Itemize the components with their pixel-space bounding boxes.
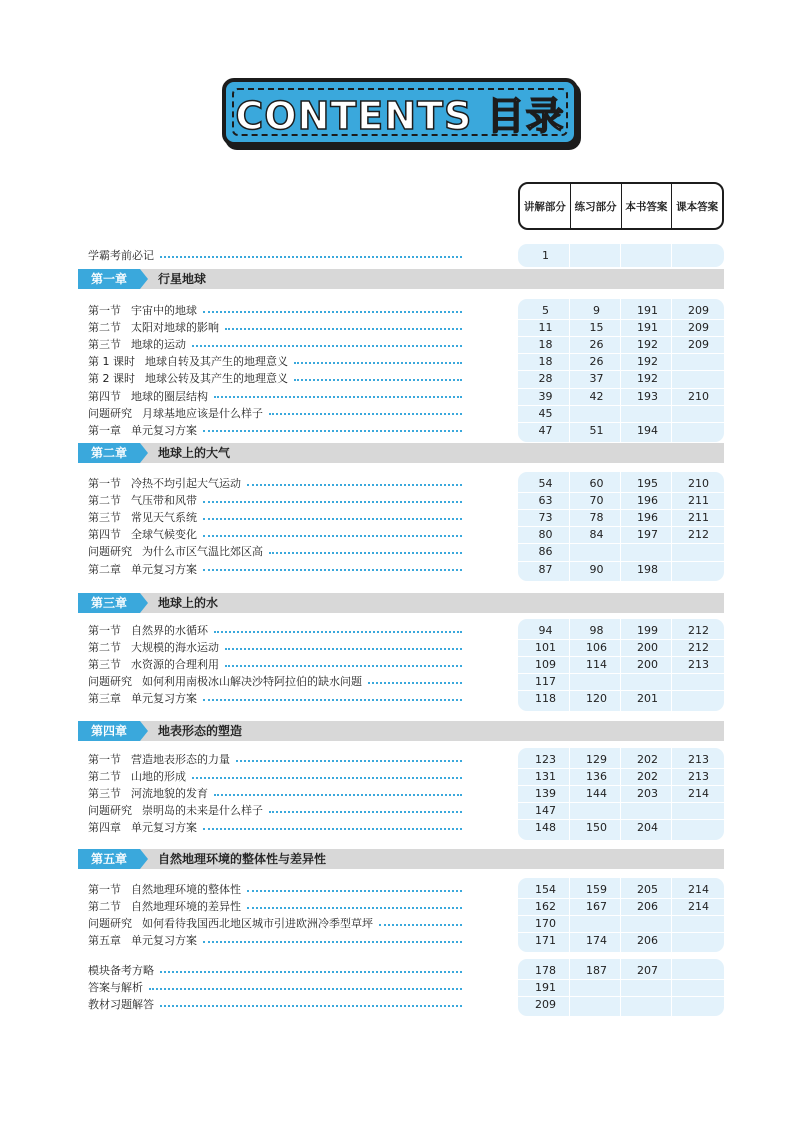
entry-section: 问题研究: [88, 675, 132, 689]
page-number[interactable]: 147: [535, 804, 556, 818]
toc-entry[interactable]: [88, 915, 462, 932]
column-header-box: [518, 182, 724, 230]
page-number[interactable]: 63: [538, 494, 553, 508]
entry-section: 问题研究: [88, 917, 132, 931]
page-number[interactable]: 114: [586, 658, 607, 672]
toc-entry[interactable]: [88, 768, 462, 785]
entry-section: 第五章: [88, 934, 121, 948]
entry-title: 常见天气系统: [131, 511, 197, 525]
leader-dots: [203, 501, 462, 503]
entry-title: 太阳对地球的影响: [131, 321, 219, 335]
toc-entry[interactable]: [88, 802, 462, 819]
toc-entry[interactable]: [88, 526, 462, 543]
page-number[interactable]: 178: [535, 964, 556, 977]
page-number[interactable]: 28: [538, 372, 553, 386]
entry-section: 第一节: [88, 753, 121, 766]
toc-entry[interactable]: [88, 405, 462, 422]
column-header-lecture: 讲解部分: [520, 184, 571, 228]
entry-title: 月球基地应该是什么样子: [142, 406, 263, 420]
page-number[interactable]: [622, 915, 673, 932]
entry-title: 冷热不均引起大气运动: [131, 477, 241, 490]
entry-section: 第一节: [88, 883, 121, 896]
entry-title: 如何利用南极冰山解决沙特阿拉伯的缺水问题: [142, 675, 362, 689]
page-number[interactable]: [673, 422, 724, 439]
leader-dots: [269, 413, 462, 415]
page-number[interactable]: 120: [586, 692, 607, 706]
page-number[interactable]: 11: [538, 321, 553, 335]
page-number[interactable]: 211: [688, 511, 709, 525]
page-number[interactable]: 192: [637, 338, 658, 352]
page-number[interactable]: 192: [637, 355, 658, 369]
page-number[interactable]: 212: [688, 624, 709, 637]
page-number[interactable]: 26: [589, 338, 604, 352]
leader-dots: [203, 430, 462, 432]
toc-entry[interactable]: [88, 881, 462, 898]
page-number[interactable]: 84: [589, 528, 604, 542]
page-number[interactable]: [571, 996, 622, 1013]
page-number[interactable]: [673, 370, 724, 387]
toc-entry[interactable]: [88, 979, 462, 996]
entry-title: 山地的形成: [131, 770, 186, 784]
page-number[interactable]: 37: [589, 372, 604, 386]
page-number[interactable]: 209: [535, 998, 556, 1012]
leader-dots: [160, 1005, 462, 1007]
page-number[interactable]: [673, 405, 724, 422]
page-number[interactable]: 214: [688, 900, 709, 914]
page-number[interactable]: 210: [688, 477, 709, 490]
page-number[interactable]: 202: [637, 753, 658, 766]
page-number[interactable]: [673, 802, 724, 819]
leader-dots: [269, 811, 462, 813]
column-header-practice: 练习部分: [571, 184, 622, 228]
page-number[interactable]: 123: [535, 753, 556, 766]
contents-banner: [222, 78, 578, 146]
leader-dots: [236, 760, 462, 762]
entry-section: 第四章: [88, 821, 121, 835]
leader-dots: [247, 890, 462, 892]
page-number[interactable]: [622, 543, 673, 560]
page-number[interactable]: 129: [586, 753, 607, 766]
page-number[interactable]: [673, 962, 724, 979]
page-number[interactable]: 39: [538, 389, 553, 403]
page-number[interactable]: [622, 996, 673, 1013]
page-number[interactable]: [673, 996, 724, 1013]
page-number[interactable]: 78: [589, 511, 604, 525]
entry-title: 为什么市区气温比郊区高: [142, 545, 263, 559]
page-number[interactable]: 60: [589, 477, 604, 490]
page-number[interactable]: 90: [589, 562, 604, 576]
page-number[interactable]: [571, 673, 622, 690]
toc-entry[interactable]: [88, 639, 462, 656]
page-number[interactable]: 192: [637, 372, 658, 386]
page-number[interactable]: 196: [637, 511, 658, 525]
page-number[interactable]: [673, 353, 724, 370]
entry-section: 第二节: [88, 321, 121, 335]
toc-entry[interactable]: [88, 388, 462, 405]
chapter-tag: 第五章: [78, 849, 140, 869]
toc-entry[interactable]: [88, 492, 462, 509]
toc-entry[interactable]: [88, 819, 462, 836]
toc-entry[interactable]: [88, 932, 462, 949]
entry-title: 地球的运动: [131, 338, 186, 352]
page-number[interactable]: 211: [688, 494, 709, 508]
page-number[interactable]: [571, 405, 622, 422]
toc-entry[interactable]: [88, 247, 462, 264]
entry-section: 问题研究: [88, 804, 132, 818]
page-number[interactable]: [571, 802, 622, 819]
leader-dots: [203, 699, 462, 701]
chapter-title: 行星地球: [158, 272, 207, 286]
toc-entry[interactable]: [88, 336, 462, 353]
page-number[interactable]: [571, 979, 622, 996]
leader-dots: [160, 971, 462, 973]
chapter-tag: 第二章: [78, 443, 140, 463]
page-title: CONTENTS 目录: [235, 93, 565, 138]
toc-entry[interactable]: [88, 509, 462, 526]
page-number[interactable]: 117: [535, 675, 556, 689]
entry-title: 营造地表形态的力量: [131, 753, 230, 766]
toc-entry[interactable]: [88, 561, 462, 578]
chapter-title: 地球上的水: [158, 596, 219, 610]
entry-section: 第一节: [88, 624, 121, 637]
page-number[interactable]: 191: [535, 981, 556, 995]
page-number[interactable]: 209: [688, 304, 709, 317]
page-number[interactable]: 9: [593, 304, 600, 317]
entry-section: 学霸考前必记: [88, 249, 154, 262]
page-number[interactable]: [673, 543, 724, 560]
page-number[interactable]: 195: [637, 477, 658, 490]
page-number[interactable]: 154: [535, 883, 556, 896]
page-number[interactable]: 205: [637, 883, 658, 896]
page-number[interactable]: [673, 979, 724, 996]
page-number[interactable]: 73: [538, 511, 553, 525]
chapter-title: 地表形态的塑造: [158, 724, 243, 738]
chapter-title: 自然地理环境的整体性与差异性: [158, 852, 327, 866]
page-number[interactable]: 174: [586, 934, 607, 948]
toc-entry[interactable]: [88, 673, 462, 690]
page-number[interactable]: 214: [688, 787, 709, 801]
leader-dots: [379, 924, 462, 926]
page-number[interactable]: 206: [637, 934, 658, 948]
page-number[interactable]: [673, 915, 724, 932]
page-number[interactable]: 191: [637, 321, 658, 335]
page-number[interactable]: 26: [589, 355, 604, 369]
entry-section: 第 1 课时: [88, 355, 135, 369]
page-number[interactable]: [571, 247, 622, 264]
leader-dots: [368, 682, 462, 684]
page-number[interactable]: 191: [637, 304, 658, 317]
page-number[interactable]: 42: [589, 389, 604, 403]
page-number[interactable]: [673, 690, 724, 707]
page-number[interactable]: 144: [586, 787, 607, 801]
toc-entry[interactable]: [88, 543, 462, 560]
page-number[interactable]: [622, 802, 673, 819]
page-number[interactable]: 209: [688, 338, 709, 352]
page-number[interactable]: 47: [538, 423, 553, 437]
leader-dots: [203, 569, 462, 571]
entry-title: 全球气候变化: [131, 528, 197, 542]
page-number[interactable]: 213: [688, 770, 709, 784]
leader-dots: [269, 552, 462, 554]
entry-section: 模块备考方略: [88, 964, 154, 977]
page-number[interactable]: 131: [535, 770, 556, 784]
column-header-textbook-answers: 课本答案: [676, 200, 719, 213]
page-number[interactable]: 197: [637, 528, 658, 542]
entry-title: 自然地理环境的差异性: [131, 900, 241, 914]
toc-entry[interactable]: [88, 690, 462, 707]
toc-entry[interactable]: [88, 751, 462, 768]
entry-title: 河流地貌的发育: [131, 787, 208, 801]
leader-dots: [192, 345, 462, 347]
entry-title: 崇明岛的未来是什么样子: [142, 804, 263, 818]
entry-title: 单元复习方案: [131, 934, 197, 948]
page-number[interactable]: 202: [637, 770, 658, 784]
page-number[interactable]: 5: [542, 304, 549, 317]
page-number[interactable]: [622, 247, 673, 264]
entry-section: 答案与解析: [88, 981, 143, 995]
page-number[interactable]: 87: [538, 562, 553, 576]
page-number[interactable]: [571, 915, 622, 932]
page-number[interactable]: 210: [688, 389, 709, 403]
chapter-tag: 第三章: [78, 593, 140, 613]
toc-entry[interactable]: [88, 319, 462, 336]
leader-dots: [160, 256, 462, 258]
entry-section: 第四节: [88, 528, 121, 542]
entry-title: 单元复习方案: [131, 692, 197, 706]
page-number[interactable]: 198: [637, 562, 658, 576]
page-number[interactable]: 94: [538, 624, 553, 637]
page-number[interactable]: 193: [637, 389, 658, 403]
entry-title: 气压带和风带: [131, 494, 197, 508]
page-number[interactable]: [673, 673, 724, 690]
page-number[interactable]: 70: [589, 494, 604, 508]
entry-title: 自然界的水循环: [131, 624, 208, 637]
entry-section: 第二章: [88, 562, 121, 576]
page-number[interactable]: [622, 979, 673, 996]
page-number[interactable]: 204: [637, 821, 658, 835]
page-number[interactable]: 51: [589, 423, 604, 437]
entry-section: 第四节: [88, 389, 121, 403]
toc-entry[interactable]: [88, 996, 462, 1013]
page-number[interactable]: 206: [637, 900, 658, 914]
page-number[interactable]: 212: [688, 641, 709, 655]
entry-title: 地球公转及其产生的地理意义: [145, 372, 288, 386]
entry-section: 教材习题解答: [88, 998, 154, 1012]
page-number[interactable]: [673, 561, 724, 578]
page-number[interactable]: 18: [538, 355, 553, 369]
leader-dots: [203, 518, 462, 520]
page-number[interactable]: 18: [538, 338, 553, 352]
page-number[interactable]: 98: [589, 624, 604, 637]
page-number[interactable]: 171: [535, 934, 556, 948]
toc-entry[interactable]: [88, 962, 462, 979]
leader-dots: [294, 362, 462, 364]
page-number[interactable]: [673, 819, 724, 836]
entry-title: 单元复习方案: [131, 821, 197, 835]
page-number[interactable]: 136: [586, 770, 607, 784]
page-number[interactable]: [622, 673, 673, 690]
entry-section: 第一章: [88, 423, 121, 437]
entry-section: 第 2 课时: [88, 372, 135, 386]
entry-section: 第三章: [88, 692, 121, 706]
chapter-title: 地球上的大气: [158, 446, 231, 460]
entry-title: 如何看待我国西北地区城市引进欧洲冷季型草坪: [142, 917, 373, 931]
page-number[interactable]: 213: [688, 658, 709, 672]
leader-dots: [214, 794, 462, 796]
toc-entry[interactable]: [88, 302, 462, 319]
page-number[interactable]: 194: [637, 423, 658, 437]
entry-section: 问题研究: [88, 406, 132, 420]
page-number[interactable]: 199: [637, 624, 658, 637]
entry-title: 地球自转及其产生的地理意义: [145, 355, 288, 369]
entry-section: 第三节: [88, 511, 121, 525]
leader-dots: [214, 396, 462, 398]
toc-entry[interactable]: [88, 898, 462, 915]
page-number[interactable]: 207: [637, 964, 658, 977]
entry-section: 问题研究: [88, 545, 132, 559]
leader-dots: [294, 379, 462, 381]
chapter-tag: 第一章: [78, 269, 140, 289]
page-number[interactable]: [673, 932, 724, 949]
entry-title: 单元复习方案: [131, 562, 197, 576]
page-number[interactable]: 200: [637, 658, 658, 672]
page-number[interactable]: 167: [586, 900, 607, 914]
chapter-tag: 第四章: [78, 721, 140, 741]
page-number[interactable]: 80: [538, 528, 553, 542]
leader-dots: [225, 328, 462, 330]
entry-section: 第二节: [88, 641, 121, 655]
page-number[interactable]: 200: [637, 641, 658, 655]
page-number[interactable]: [673, 247, 724, 264]
leader-dots: [203, 535, 462, 537]
entry-section: 第一节: [88, 477, 121, 490]
entry-section: 第三节: [88, 787, 121, 801]
page-number[interactable]: [622, 405, 673, 422]
entry-section: 第二节: [88, 494, 121, 508]
page-number[interactable]: 15: [589, 321, 604, 335]
page-number[interactable]: 212: [688, 528, 709, 542]
entry-title: 水资源的合理利用: [131, 658, 219, 672]
leader-dots: [247, 484, 462, 486]
page-number[interactable]: 139: [535, 787, 556, 801]
page-number[interactable]: 209: [688, 321, 709, 335]
leader-dots: [225, 648, 462, 650]
page-number[interactable]: 54: [538, 477, 553, 490]
entry-title: 大规模的海水运动: [131, 641, 219, 655]
page-number[interactable]: 109: [535, 658, 556, 672]
page-number[interactable]: 86: [538, 545, 553, 559]
leader-dots: [214, 631, 462, 633]
page-number[interactable]: 118: [535, 692, 556, 706]
leader-dots: [247, 907, 462, 909]
leader-dots: [203, 941, 462, 943]
entry-title: 地球的圈层结构: [131, 389, 208, 403]
page-number[interactable]: 45: [538, 406, 553, 420]
entry-title: 宇宙中的地球: [131, 304, 197, 317]
entry-section: 第三节: [88, 338, 121, 352]
toc-entry[interactable]: [88, 656, 462, 673]
page-number[interactable]: 159: [586, 883, 607, 896]
leader-dots: [149, 988, 462, 990]
toc-entry[interactable]: [88, 475, 462, 492]
entry-section: 第三节: [88, 658, 121, 672]
leader-dots: [225, 665, 462, 667]
toc-entry[interactable]: [88, 785, 462, 802]
page-number[interactable]: 106: [586, 641, 607, 655]
leader-dots: [203, 828, 462, 830]
page-number[interactable]: 1: [542, 249, 549, 262]
entry-section: 第一节: [88, 304, 121, 317]
page-number[interactable]: 170: [535, 917, 556, 931]
page-number[interactable]: [571, 543, 622, 560]
toc-entry[interactable]: [88, 422, 462, 439]
page-number[interactable]: 101: [535, 641, 556, 655]
page-number[interactable]: 196: [637, 494, 658, 508]
banner-dashed-frame: [232, 88, 568, 136]
page-number[interactable]: 148: [535, 821, 556, 835]
leader-dots: [192, 777, 462, 779]
entry-section: 第二节: [88, 900, 121, 914]
toc-entry[interactable]: [88, 370, 462, 387]
toc-entry[interactable]: [88, 353, 462, 370]
page-number[interactable]: 203: [637, 787, 658, 801]
page-number[interactable]: 162: [535, 900, 556, 914]
entry-title: 自然地理环境的整体性: [131, 883, 241, 896]
column-header-book-answers: 本书答案: [622, 184, 673, 228]
page-number[interactable]: 214: [688, 883, 709, 896]
leader-dots: [203, 311, 462, 313]
page-number[interactable]: 150: [586, 821, 607, 835]
page-number[interactable]: 213: [688, 753, 709, 766]
page-number[interactable]: 201: [637, 692, 658, 706]
entry-title: 单元复习方案: [131, 423, 197, 437]
entry-section: 第二节: [88, 770, 121, 784]
page-number[interactable]: 187: [586, 964, 607, 977]
toc-entry[interactable]: [88, 622, 462, 639]
